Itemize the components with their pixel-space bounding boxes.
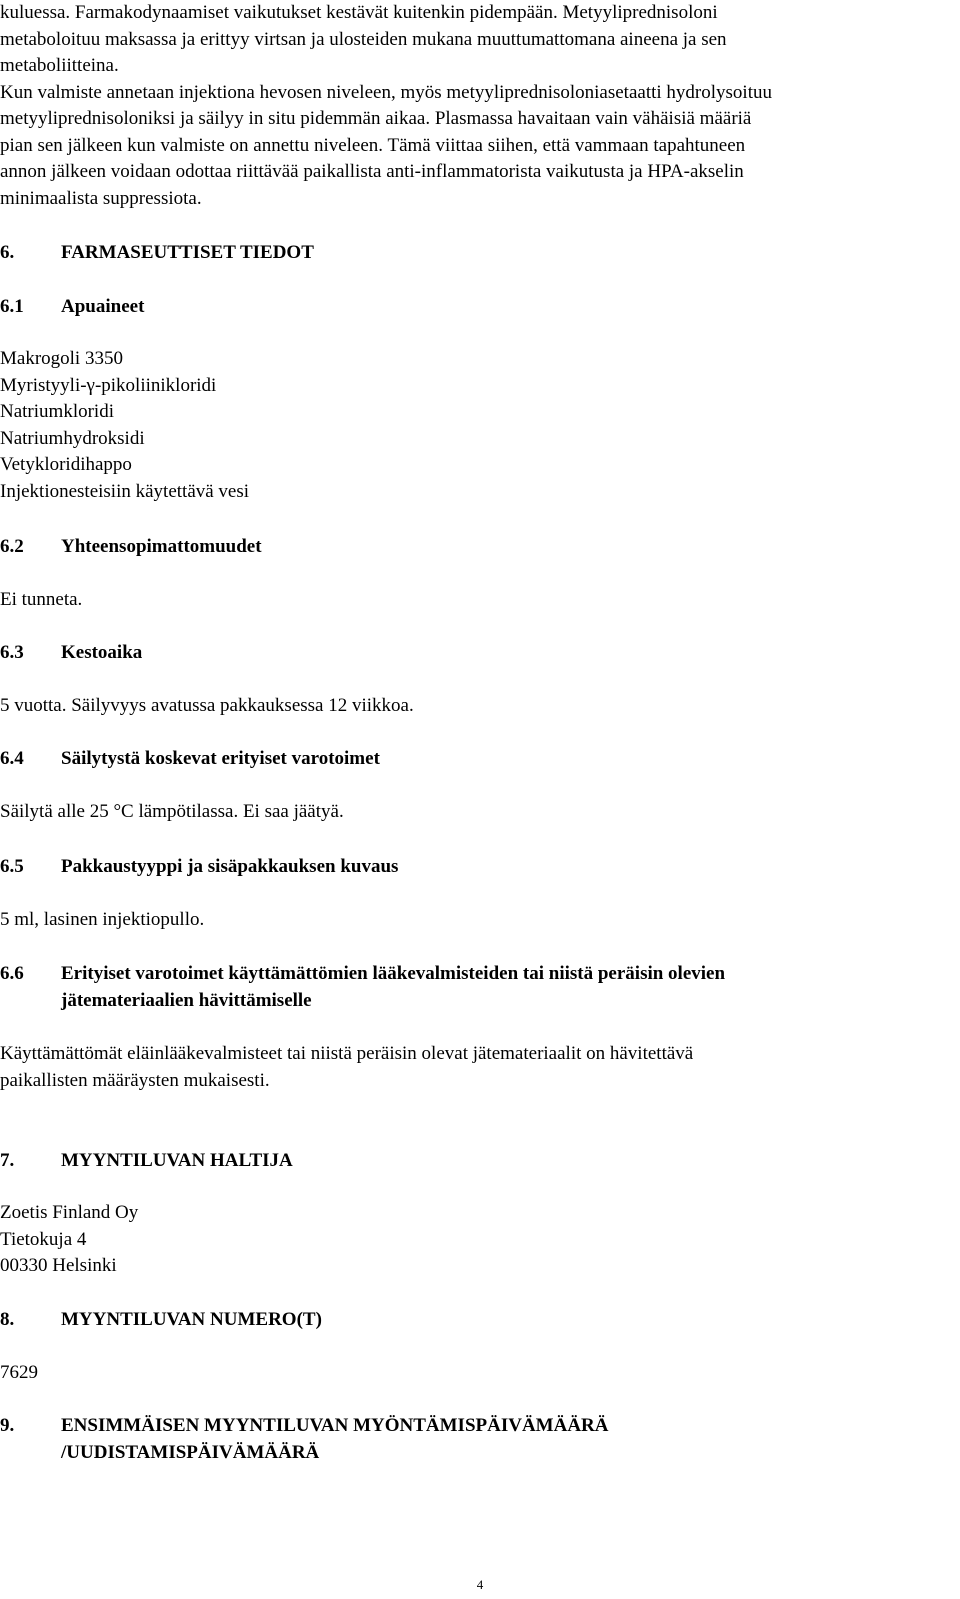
holder-address xyxy=(0,1200,950,1280)
section-8-heading xyxy=(0,1307,950,1334)
section-6-4-text: Säilytä alle 25 °C lämpötilassa. Ei saa jäätyä. xyxy=(0,801,344,822)
section-6-heading xyxy=(0,240,950,267)
section-6-6-heading xyxy=(0,961,950,1014)
section-6-5-heading xyxy=(0,854,950,881)
intro-line: Kun valmiste annetaan injektiona hevosen niveleen, myös metyyliprednisoloniasetaatti hydrolysoituu xyxy=(0,81,772,103)
section-title: MYYNTILUVAN HALTIJA xyxy=(61,1150,293,1171)
section-title: Erityiset varotoimet käyttämättömien lääkevalmisteiden tai niistä peräisin olevien xyxy=(61,963,726,984)
section-6-5-text: 5 ml, lasinen injektiopullo. xyxy=(0,909,205,930)
page-number: 4 xyxy=(476,1577,484,1592)
section-6-3-heading xyxy=(0,640,950,667)
section-6-1-heading xyxy=(0,294,950,321)
intro-line: kuluessa. Farmakodynaamiset vaikutukset kestävät kuitenkin pidempään. Metyyliprednisoloni xyxy=(0,2,718,23)
intro-paragraph xyxy=(0,0,950,212)
list-item: Injektionesteisiin käytettävä vesi xyxy=(0,480,250,502)
section-title: FARMASEUTTISET TIEDOT xyxy=(61,242,314,263)
section-number: 6.1 xyxy=(0,296,24,317)
section-9-heading xyxy=(0,1413,950,1466)
section-title-continued: jätemateriaalien hävittämiselle xyxy=(61,989,312,1011)
section-number: 7. xyxy=(0,1150,15,1171)
list-item: Myristyyli-γ-pikoliinikloridi xyxy=(0,374,217,396)
authorisation-number: 7629 xyxy=(0,1362,38,1383)
text-line: Käyttämättömät eläinlääkevalmisteet tai niistä peräisin olevat jätemateriaalit on hävitettävä xyxy=(0,1043,694,1064)
section-number: 6.6 xyxy=(0,963,24,984)
section-6-3-text: 5 vuotta. Säilyvyys avatussa pakkauksessa 12 viikkoa. xyxy=(0,695,414,716)
address-line: 00330 Helsinki xyxy=(0,1255,117,1276)
intro-line: metaboliitteina. xyxy=(0,55,119,76)
section-number: 6.2 xyxy=(0,536,24,557)
section-number: 6. xyxy=(0,242,15,263)
section-title: Kestoaika xyxy=(61,642,143,663)
section-7-heading xyxy=(0,1148,950,1175)
section-title: MYYNTILUVAN NUMERO(T) xyxy=(61,1309,322,1330)
section-6-4-heading xyxy=(0,746,950,773)
list-item: Natriumkloridi xyxy=(0,401,114,422)
section-title: Säilytystä koskevat erityiset varotoimet xyxy=(61,748,380,769)
text-line: paikallisten määräysten mukaisesti. xyxy=(0,1069,270,1091)
section-title: Yhteensopimattomuudet xyxy=(61,536,262,557)
section-title-continued: /UUDISTAMISPÄIVÄMÄÄRÄ xyxy=(61,1441,320,1463)
excipients-list xyxy=(0,346,950,505)
section-title: Apuaineet xyxy=(61,296,145,317)
section-number: 6.5 xyxy=(0,856,24,877)
intro-line: annon jälkeen voidaan odottaa riittävää paikallista anti-inflammatorista vaikutusta ja HPA-akselin xyxy=(0,161,744,182)
section-number: 9. xyxy=(0,1415,15,1436)
section-6-2-heading xyxy=(0,534,950,561)
section-title: ENSIMMÄISEN MYYNTILUVAN MYÖNTÄMISPÄIVÄMÄÄRÄ xyxy=(61,1415,609,1436)
address-line: Tietokuja 4 xyxy=(0,1228,87,1250)
section-6-2-text: Ei tunneta. xyxy=(0,589,83,610)
list-item: Makrogoli 3350 xyxy=(0,348,123,369)
section-number: 6.4 xyxy=(0,748,24,769)
intro-line: minimaalista suppressiota. xyxy=(0,187,202,209)
section-6-6-text xyxy=(0,1041,950,1094)
intro-line: pian sen jälkeen kun valmiste on annettu niveleen. Tämä viittaa siihen, että vammaan tapahtuneen xyxy=(0,134,746,156)
intro-line: metaboloituu maksassa ja erittyy virtsan ja ulosteiden mukana muuttumattomana aineena ja sen xyxy=(0,28,727,50)
intro-line: metyyliprednisoloniksi ja säilyy in situ pidemmän aikaa. Plasmassa havaitaan vain vähäisiä määriä xyxy=(0,108,752,129)
list-item: Natriumhydroksidi xyxy=(0,427,145,449)
section-number: 8. xyxy=(0,1309,15,1330)
section-number: 6.3 xyxy=(0,642,24,663)
section-title: Pakkaustyyppi ja sisäpakkauksen kuvaus xyxy=(61,856,399,877)
address-line: Zoetis Finland Oy xyxy=(0,1202,139,1223)
list-item: Vetykloridihappo xyxy=(0,454,132,475)
